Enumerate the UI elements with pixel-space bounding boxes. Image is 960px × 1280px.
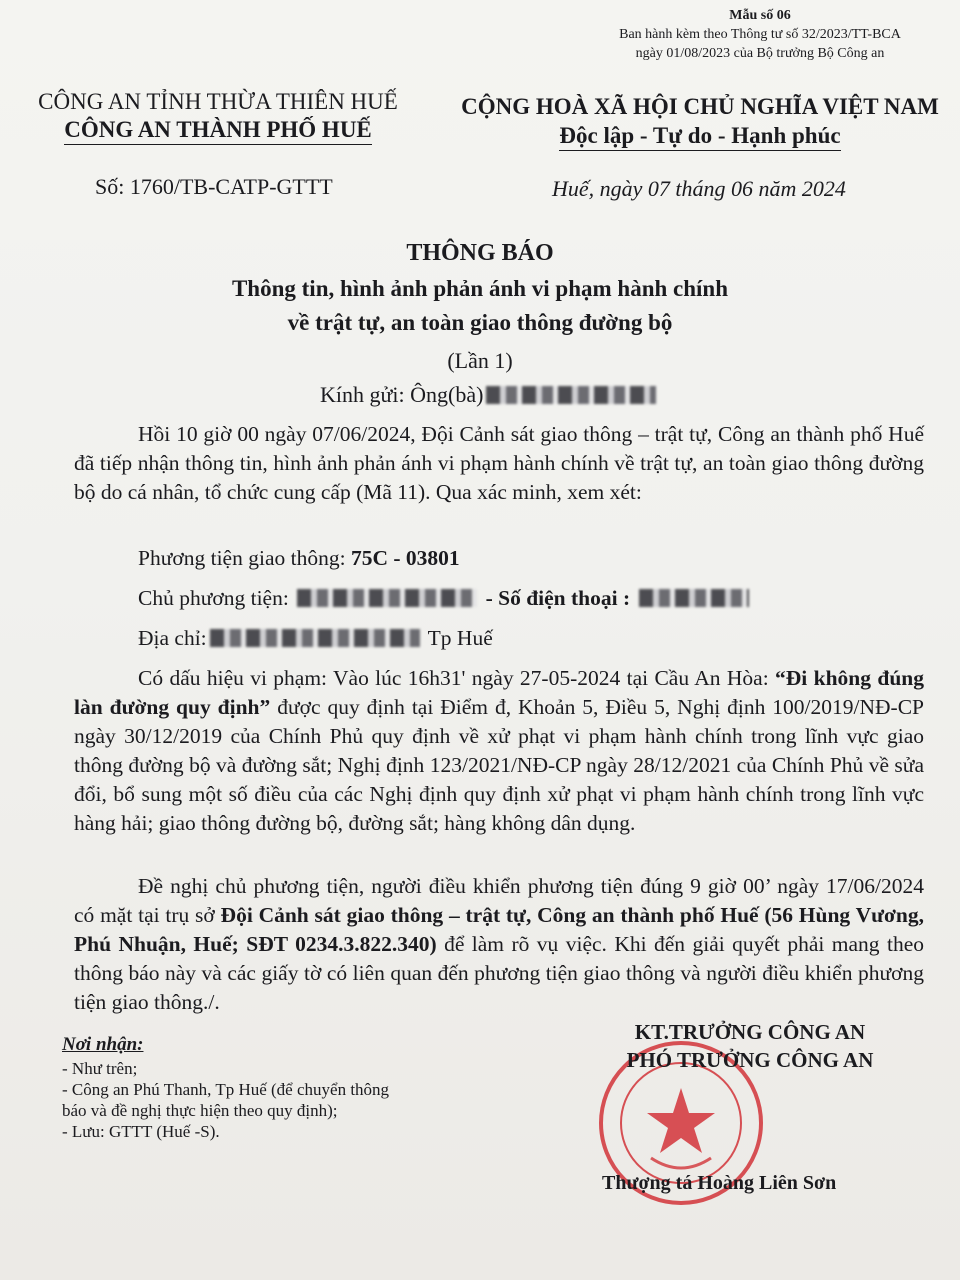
owner-label: Chủ phương tiện: (138, 586, 295, 610)
form-note (560, 6, 960, 63)
recipient-item: báo và đề nghị thực hiện theo quy định); (62, 1101, 338, 1120)
recipient-item: - Như trên; (62, 1059, 138, 1078)
violation-prefix: Có dấu hiệu vi phạm: Vào lúc 16h31' ngày 27-05-2024 tại Cầu An Hòa: (138, 666, 776, 690)
addressee (320, 382, 659, 408)
form-number: Mẫu số 06 (729, 8, 791, 23)
agency-parent: CÔNG AN TỈNH THỪA THIÊN HUẾ (38, 89, 398, 114)
owner-line (138, 586, 752, 611)
violation-legal-basis: được quy định tại Điểm đ, Khoản 5, Điều 5, Nghị định 100/2019/NĐ-CP ngày 30/12/2019 của Chính Phủ quy định về xử phạt vi phạm hành chính trong lĩnh vực giao thông đường bộ và đường sắt; Nghị định 123/2021/NĐ-CP ngày 28/12/2021 của Chính Phủ về sửa đổi, bổ sung một số điều của các Nghị định quy định xử phạt vi phạm hành chính trong lĩnh vực hàng hải; giao thông đường bộ, đường sắt; hàng không dân dụng. (74, 695, 924, 835)
intro-paragraph (74, 420, 924, 507)
document-round: (Lần 1) (447, 348, 513, 373)
signature-title-1: KT.TRƯỞNG CÔNG AN (634, 1020, 866, 1044)
request-paragraph (74, 872, 924, 1017)
address-city: Tp Huế (422, 626, 493, 650)
redacted-phone (639, 589, 749, 607)
redacted-name (486, 386, 656, 404)
document-date: Huế, ngày 07 tháng 06 năm 2024 (552, 176, 846, 201)
agency-header (18, 88, 418, 145)
signature-block (590, 1018, 910, 1074)
document-number: Số: 1760/TB-CATP-GTTT (95, 174, 333, 199)
redacted-owner (297, 589, 477, 607)
addressee-label: Kính gửi: Ông(bà) (320, 382, 484, 407)
recipients-block (62, 1032, 389, 1142)
vehicle-label: Phương tiện giao thông: (138, 546, 351, 570)
recipient-item: - Lưu: GTTT (Huế -S). (62, 1122, 220, 1141)
document-title: THÔNG BÁO (406, 240, 554, 266)
request-prefix: Đề nghị chủ phương tiện, người điều khiển phương tiện đúng 9 giờ 00’ ngày 17/06/2024 có mặt tại trụ sở (74, 874, 924, 927)
violation-type: “Đi không đúng làn đường quy định” (74, 666, 924, 719)
vehicle-plate: 75C - 03801 (350, 546, 460, 570)
form-issued-date: ngày 01/08/2023 của Bộ trưởng Bộ Công an (635, 46, 885, 61)
address-label: Địa chỉ: (138, 626, 207, 650)
recipient-item: - Công an Phú Thanh, Tp Huế (để chuyển thông (62, 1080, 390, 1099)
nation-motto: Độc lập - Tự do - Hạnh phúc (559, 121, 840, 151)
request-rest: để làm rõ vụ việc. Khi đến giải quyết phải mang theo thông báo này và các giấy tờ có liên quan đến phương tiện giao thông và người điều khiển phương tiện giao thông./. (74, 932, 924, 1014)
form-issued-with: Ban hành kèm theo Thông tư số 32/2023/TT-BCA (619, 27, 901, 42)
signature-title-2: PHÓ TRƯỞNG CÔNG AN (626, 1048, 874, 1072)
nation-name: CỘNG HOÀ XÃ HỘI CHỦ NGHĨA VIỆT NAM (461, 94, 939, 119)
intro-text: Hồi 10 giờ 00 ngày 07/06/2024, Đội Cảnh sát giao thông – trật tự, Công an thành phố Huế đã tiếp nhận thông tin, hình ảnh phản ánh vi phạm hành chính về trật tự, an toàn giao thông đường bộ do cá nhân, tổ chức cung cấp (Mã 11). Qua xác minh, xem xét: (74, 422, 924, 504)
address-line (138, 626, 493, 651)
document-subtitle-1: Thông tin, hình ảnh phản ánh vi phạm hành chính (231, 276, 729, 301)
recipients-heading: Nơi nhận: (62, 1034, 144, 1055)
document-subtitle-2: về trật tự, an toàn giao thông đường bộ (287, 310, 673, 335)
nation-header (450, 92, 950, 151)
request-location: Đội Cảnh sát giao thông – trật tự, Công an thành phố Huế (56 Hùng Vương, Phú Nhuận, Huế; SĐT 0234.3.822.340) (74, 903, 924, 956)
violation-paragraph (74, 664, 924, 838)
phone-label: - Số điện thoại : (480, 586, 636, 610)
signer-name: Thượng tá Hoàng Liên Sơn (602, 1172, 837, 1194)
vehicle-line (138, 546, 460, 571)
redacted-address (210, 629, 420, 647)
agency-name: CÔNG AN THÀNH PHỐ HUẾ (64, 116, 372, 145)
